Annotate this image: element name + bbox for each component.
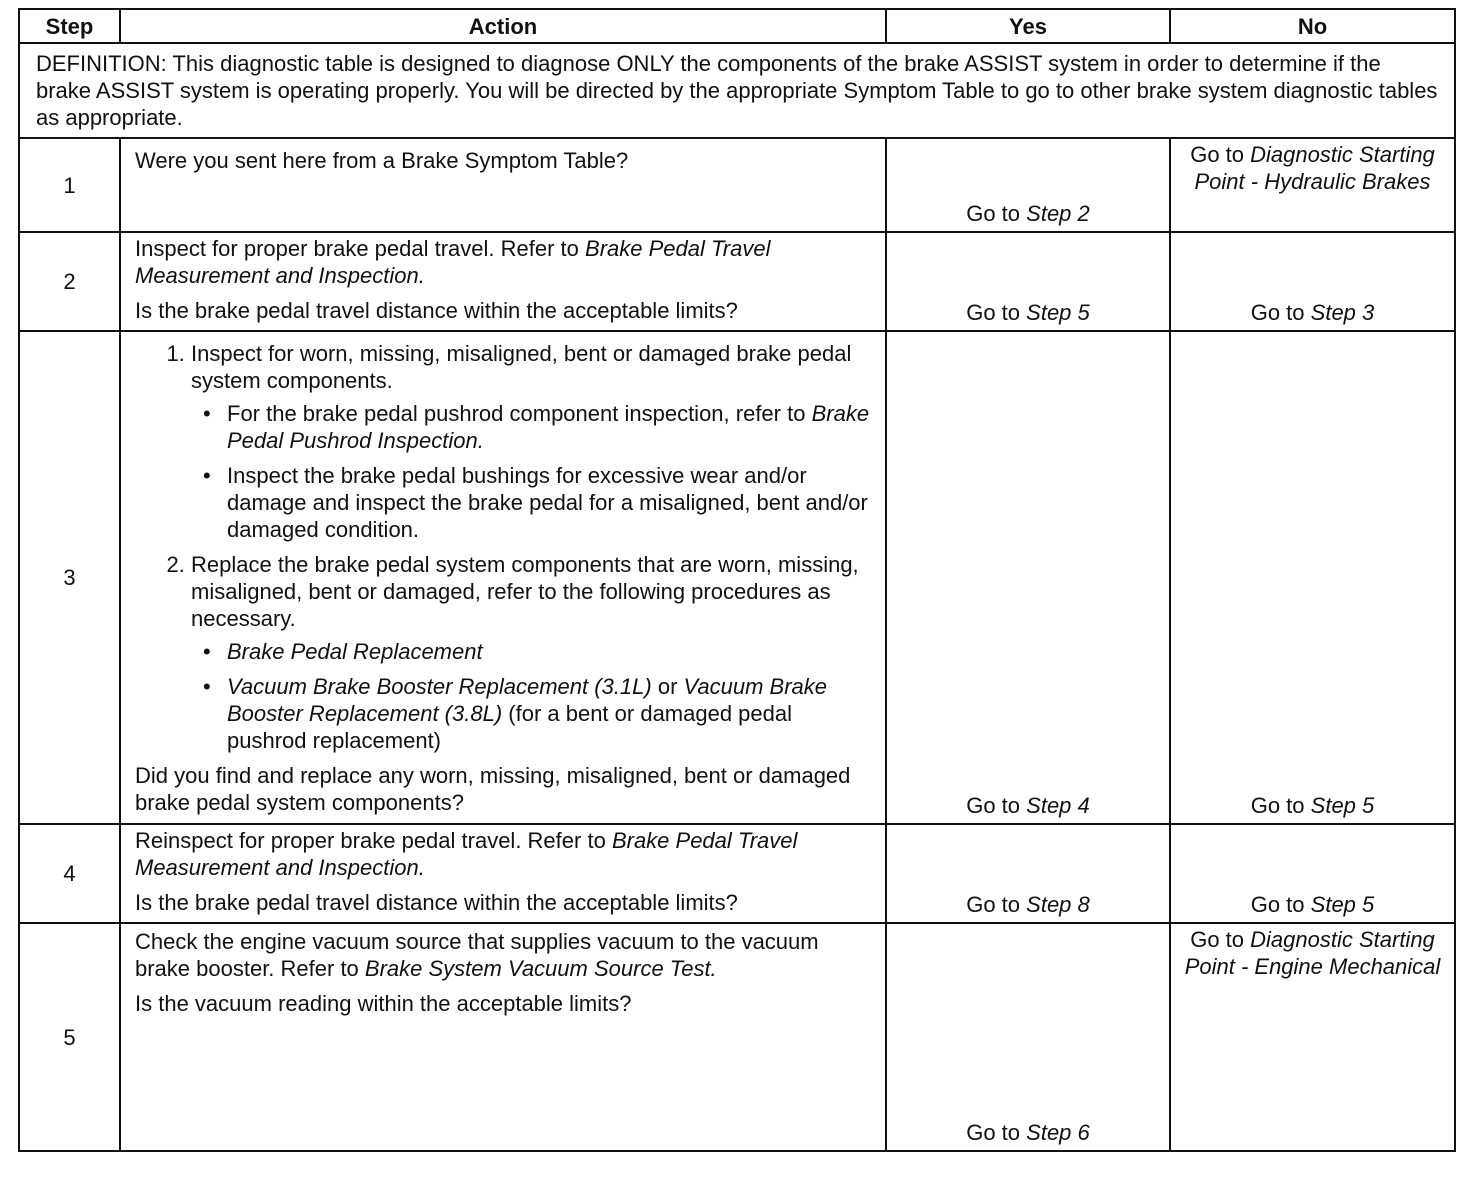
no-cell [1170, 331, 1455, 824]
action-instruction: Check the engine vacuum source that supplies vacuum to the vacuum brake booster. Refer to [135, 929, 819, 981]
yes-cell [886, 138, 1170, 232]
action-text [135, 928, 871, 982]
definition-row [19, 43, 1455, 138]
sub-item-text: Inspect the brake pedal bushings for excessive wear and/or damage and inspect the brake pedal for a misaligned, bent and/or damaged condition. [227, 463, 868, 542]
no-cell [1170, 923, 1455, 1151]
procedure-reference-link[interactable]: Brake Pedal Travel Measurement and Inspection. [135, 828, 798, 880]
no-cell [1170, 232, 1455, 331]
no-cell [1170, 138, 1455, 232]
procedure-reference-link[interactable]: Vacuum Brake Booster Replacement (3.8L) [227, 674, 828, 726]
yes-target-link[interactable]: Step 8 [1026, 892, 1090, 917]
sub-item [227, 462, 871, 543]
go-to-label: Go to [1190, 142, 1245, 167]
definition-text: DEFINITION: This diagnostic table is designed to diagnose ONLY the components of the brake ASSIST system in order to determine if the brake ASSIST system is operating properly. You will be directed by the appropriate Symptom Table to go to other brake system diagnostic tables as appropriate. [19, 43, 1455, 138]
procedure-item [191, 551, 871, 754]
step-number: 1 [19, 138, 120, 232]
action-question: Is the vacuum reading within the acceptable limits? [135, 991, 632, 1016]
yes-target-link[interactable]: Step 6 [1026, 1120, 1090, 1145]
go-to-label: Go to [1250, 793, 1305, 818]
sub-item [227, 638, 871, 665]
action-text [135, 235, 871, 289]
action-question: Were you sent here from a Brake Symptom Table? [135, 148, 629, 173]
no-target-link[interactable]: Step 5 [1310, 892, 1375, 917]
no-target-link[interactable]: Step 5 [1310, 793, 1375, 818]
header-step: Step [19, 9, 120, 43]
procedure-reference-link[interactable]: Brake Pedal Travel Measurement and Inspection. [135, 236, 771, 288]
step-number: 2 [19, 232, 120, 331]
procedure-reference-link[interactable]: Brake Pedal Pushrod Inspection. [227, 401, 870, 453]
no-target-link[interactable]: Diagnostic Starting Point - Hydraulic Brakes [1194, 142, 1435, 194]
go-to-label: Go to [1250, 892, 1305, 917]
procedure-reference-link[interactable]: Brake Pedal Replacement [227, 639, 483, 664]
yes-target-link[interactable]: Step 2 [1026, 201, 1090, 226]
action-cell [120, 824, 886, 923]
procedure-sublist [191, 400, 871, 543]
table-row [19, 331, 1455, 824]
step-number: 4 [19, 824, 120, 923]
procedure-item-text: Inspect for worn, missing, misaligned, bent or damaged brake pedal system components. [191, 341, 852, 393]
go-to-label: Go to [966, 300, 1021, 325]
yes-cell [886, 923, 1170, 1151]
sub-item [227, 400, 871, 454]
go-to-label: Go to [966, 201, 1021, 226]
conjunction-text: or [657, 674, 678, 699]
go-to-label: Go to [1190, 927, 1245, 952]
sub-item-text: (for a bent or damaged pedal pushrod replacement) [227, 701, 793, 753]
procedure-reference-link[interactable]: Brake System Vacuum Source Test. [364, 956, 717, 981]
no-target-link[interactable]: Step 3 [1310, 300, 1375, 325]
go-to-label: Go to [966, 892, 1021, 917]
yes-cell [886, 331, 1170, 824]
step-number: 3 [19, 331, 120, 824]
procedure-item [191, 340, 871, 543]
table-row [19, 923, 1455, 1151]
sub-item [227, 673, 871, 754]
action-cell [120, 138, 886, 232]
header-action: Action [120, 9, 886, 43]
no-target-link[interactable]: Diagnostic Starting Point - Engine Mechanical [1184, 927, 1441, 979]
go-to-label: Go to [966, 1120, 1021, 1145]
step-number: 5 [19, 923, 120, 1151]
procedure-list [135, 340, 871, 754]
header-no: No [1170, 9, 1455, 43]
table-row [19, 232, 1455, 331]
action-cell [120, 923, 886, 1151]
table-row [19, 138, 1455, 232]
table-header-row [19, 9, 1455, 43]
action-question: Is the brake pedal travel distance within the acceptable limits? [135, 298, 738, 323]
action-instruction: Inspect for proper brake pedal travel. Refer to [135, 236, 579, 261]
action-cell [120, 331, 886, 824]
sub-item-text: For the brake pedal pushrod component inspection, refer to [227, 401, 806, 426]
go-to-label: Go to [1250, 300, 1305, 325]
go-to-label: Go to [966, 793, 1021, 818]
procedure-item-text: Replace the brake pedal system components that are worn, missing, misaligned, bent or damaged, refer to the following procedures as necessary. [191, 552, 859, 631]
action-cell [120, 232, 886, 331]
yes-cell [886, 232, 1170, 331]
action-question: Did you find and replace any worn, missing, misaligned, bent or damaged brake pedal system components? [135, 763, 851, 815]
table-row [19, 824, 1455, 923]
procedure-reference-link[interactable]: Vacuum Brake Booster Replacement (3.1L) [227, 674, 652, 699]
diagnostic-table [18, 8, 1456, 1152]
procedure-sublist [191, 638, 871, 754]
action-text [135, 827, 871, 881]
header-yes: Yes [886, 9, 1170, 43]
action-instruction: Reinspect for proper brake pedal travel. Refer to [135, 828, 606, 853]
yes-cell [886, 824, 1170, 923]
action-question: Is the brake pedal travel distance within the acceptable limits? [135, 890, 738, 915]
yes-target-link[interactable]: Step 5 [1026, 300, 1090, 325]
no-cell [1170, 824, 1455, 923]
yes-target-link[interactable]: Step 4 [1026, 793, 1090, 818]
diagnostic-page [18, 8, 1454, 1152]
